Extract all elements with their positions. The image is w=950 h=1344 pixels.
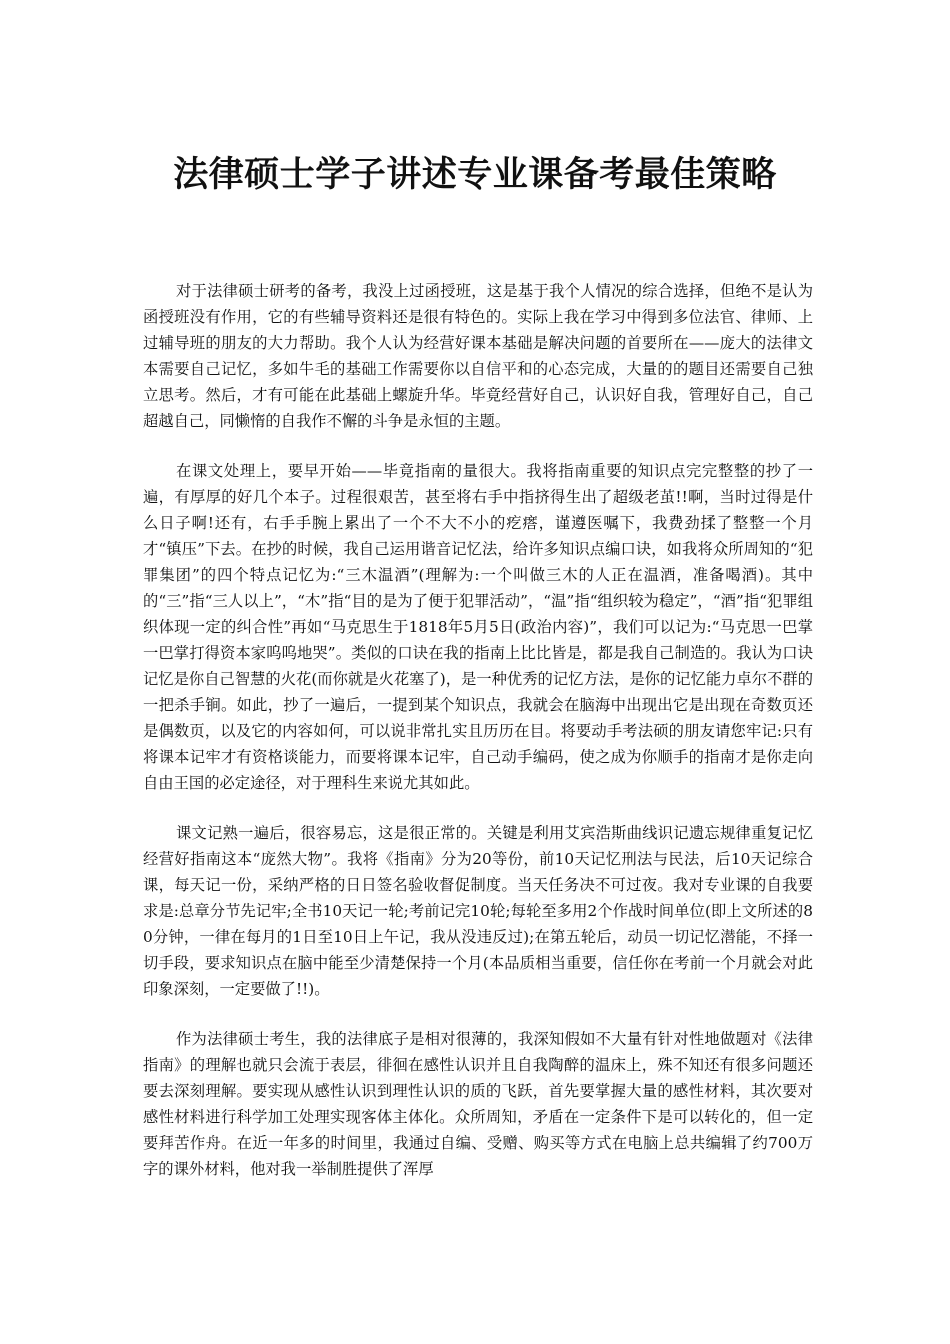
document-body [143, 278, 813, 1206]
document-title: 法律硕士学子讲述专业课备考最佳策略 [173, 154, 777, 195]
paragraph-3: 课文记熟一遍后，很容易忘，这是很正常的。关键是利用艾宾浩斯曲线识记遗忘规律重复记忆经营好指南这本“庞然大物”。我将《指南》分为20等份，前10天记忆刑法与民法，后10天记综合课，每天记一份，采纳严格的日日签名验收督促制度。当天任务决不可过夜。我对专业课的自我要求是:总章分节先记牢;全书10天记一轮;考前记完10轮;每轮至多用2个作战时间单位(即上文所述的80分钟，一律在每月的1日至10日上午记，我从没违反过);在第五轮后，动员一切记忆潜能，不择一切手段，要求知识点在脑中能至少清楚保持一个月(本品质相当重要，信任你在考前一个月就会对此印象深刻，一定要做了!!)。 [143, 824, 813, 998]
paragraph-4: 作为法律硕士考生，我的法律底子是相对很薄的，我深知假如不大量有针对性地做题对《法律指南》的理解也就只会流于表层，徘徊在感性认识并且自我陶醉的温床上，殊不知还有很多问题还要去深刻理解。要实现从感性认识到理性认识的质的飞跃，首先要掌握大量的感性材料，其次要对感性材料进行科学加工处理实现客体主体化。众所周知，矛盾在一定条件下是可以转化的，但一定要拜苦作舟。在近一年多的时间里，我通过自编、受赠、购买等方式在电脑上总共编辑了约700万字的课外材料，他对我一举制胜提供了浑厚 [143, 1030, 813, 1178]
paragraph-1: 对于法律硕士研考的备考，我没上过函授班，这是基于我个人情况的综合选择，但绝不是认为函授班没有作用，它的有些辅导资料还是很有特色的。实际上我在学习中得到多位法官、律师、上过辅导班的朋友的大力帮助。我个人认为经营好课本基础是解决问题的首要所在——庞大的法律文本需要自己记忆，多如牛毛的基础工作需要你以自信平和的心态完成，大量的的题目还需要自己独立思考。然后，才有可能在此基础上螺旋升华。毕竟经营好自己，认识好自我，管理好自己，自己超越自己，同懒惰的自我作不懈的斗争是永恒的主题。 [143, 282, 813, 430]
paragraph-2: 在课文处理上，要早开始——毕竟指南的量很大。我将指南重要的知识点完完整整的抄了一遍，有厚厚的好几个本子。过程很艰苦，甚至将右手中指挤得生出了超级老茧!!啊，当时过得是什么日子啊!还有，右手手腕上累出了一个不大不小的疙瘩，谨遵医嘱下，我费劲揉了整整一个月才“镇压”下去。在抄的时候，我自己运用谐音记忆法，给许多知识点编口诀，如我将众所周知的“犯罪集团”的四个特点记忆为:“三木温酒”(理解为:一个叫做三木的人正在温酒，准备喝酒)。其中的“三”指“三人以上”，“木”指“目的是为了便于犯罪活动”，“温”指“组织较为稳定”，“酒”指“犯罪组织体现一定的纠合性”再如“马克思生于1818年5月5日(政治内容)”，我们可以记为:“马克思一巴掌一巴掌打得资本家呜呜地哭”。类似的口诀在我的指南上比比皆是，都是我自己制造的。我认为口诀记忆是你自己智慧的火花(而你就是火花塞了)，是一种优秀的记忆方法，是你的记忆能力卓尔不群的一把杀手锏。如此，抄了一遍后，一提到某个知识点，我就会在脑海中出现出它是出现在奇数页还是偶数页，以及它的内容如何，可以说非常扎实且历历在目。将要动手考法硕的朋友请您牢记:只有将课本记牢才有资格谈能力，而要将课本记牢，自己动手编码，使之成为你顺手的指南才是你走向自由王国的必定途径，对于理科生来说尤其如此。 [143, 462, 813, 792]
